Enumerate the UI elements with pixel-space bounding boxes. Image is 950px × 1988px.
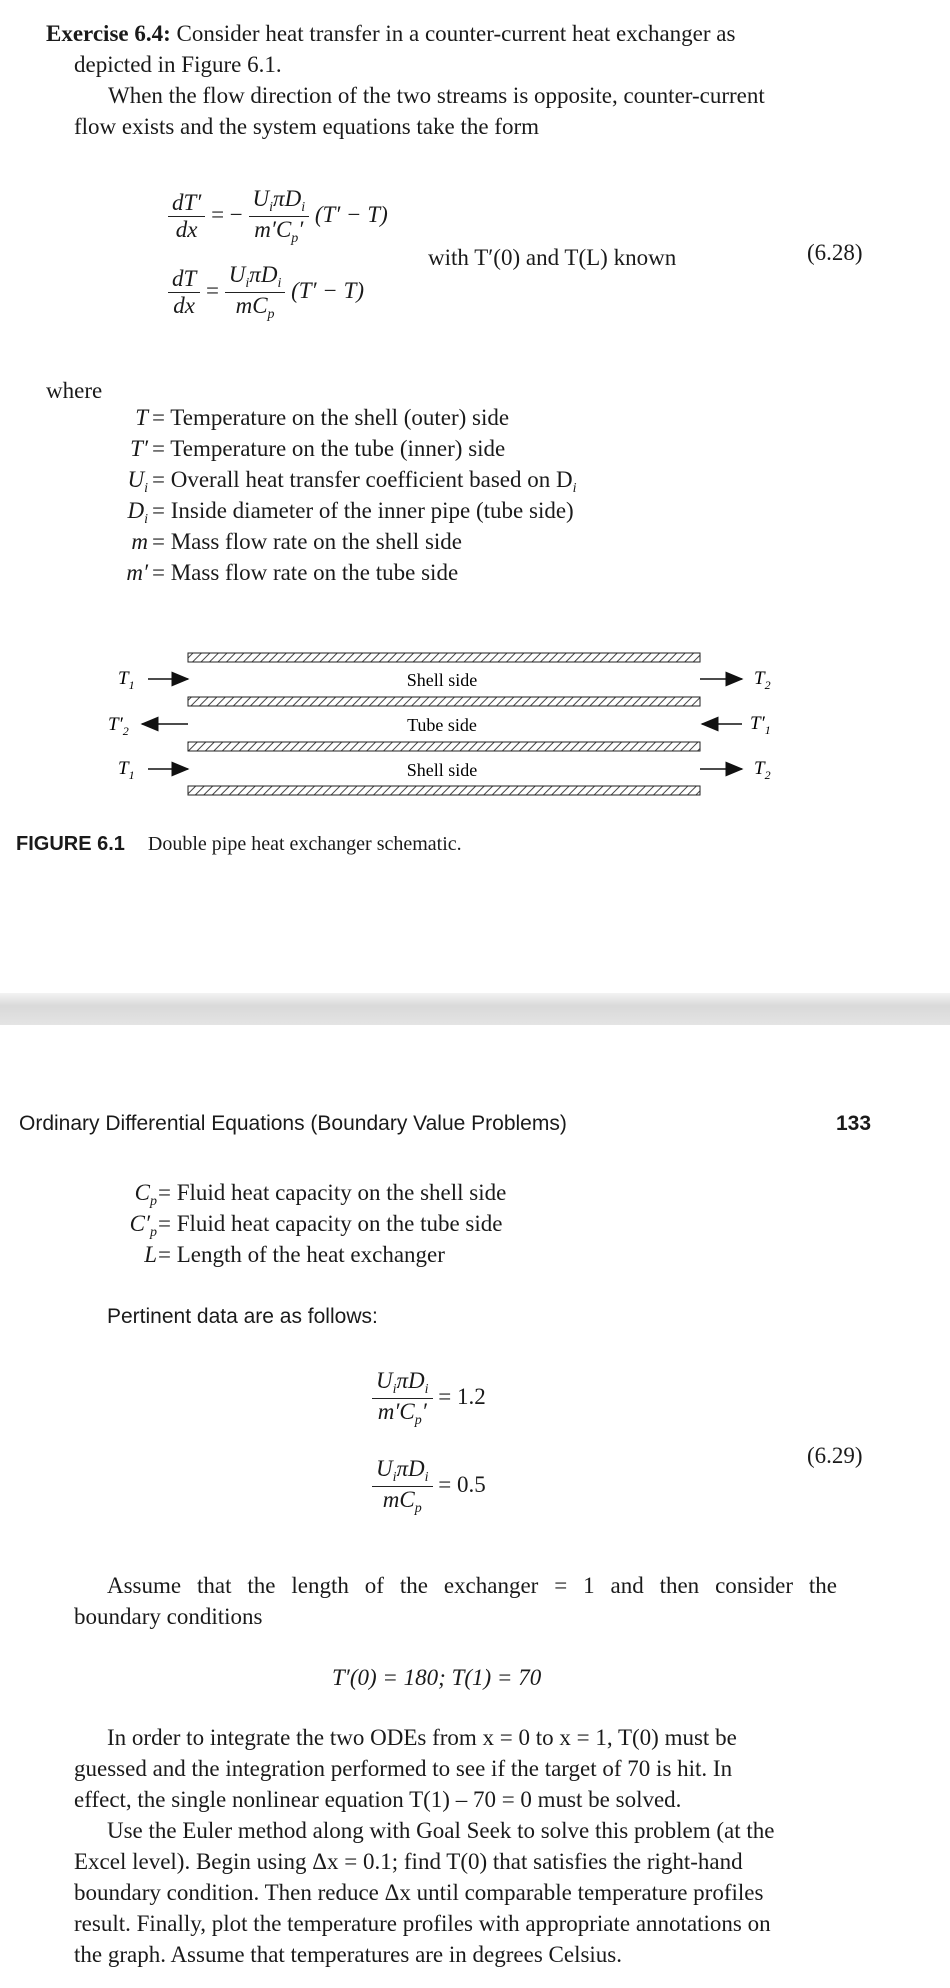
figure-caption [16,833,462,856]
inner-wall-top [188,697,700,706]
def-text: = Temperature on the tube (inner) side [152,436,506,461]
eq2-lhs-fraction [168,266,200,319]
eq2-tail: (T′ − T) [291,277,365,303]
outer-wall-top [188,653,700,662]
eq1-rhs-den-prime: ′ [298,217,304,242]
def-symbol-sub: i [144,512,148,527]
eq1-lhs-num: dT′ [168,190,205,217]
def-text: = Overall heat transfer coefficient based on D [152,467,573,492]
equation-number-6-28: (6.28) [807,240,863,265]
paragraph-4-line5: the graph. Assume that temperatures are in degrees Celsius. [74,1942,623,1967]
paragraph-3-line2: guessed and the integration performed to see if the target of 70 is hit. In [74,1756,733,1781]
eq2-operator: = [206,277,220,303]
exercise-text-line2: depicted in Figure 6.1. [74,52,282,77]
equation-number-6-29: (6.29) [807,1443,863,1468]
eq1-rhs-den: m′C [254,217,292,242]
paragraph-4-line2: Excel level). Begin using Δx = 0.1; find T(0) that satisfies the right-hand [74,1849,743,1874]
eq2-lhs-den: dx [173,293,195,318]
eq1-rhs-num-sub: i [269,200,274,215]
where-label: where [46,378,103,403]
inlet-temp-bottom: $T_1$ [118,758,135,782]
paragraph-1-line2: flow exists and the system equations take the form [74,114,540,139]
eq3-num-rest: πD [396,1368,425,1393]
tube-side-label: Tube side [407,715,477,735]
eq4-den: mC [382,1487,415,1512]
def-symbol: L [144,1242,157,1267]
def-text: = Mass flow rate on the tube side [152,560,459,585]
eq1-rhs-num-sub2: i [301,200,306,215]
eq1-operator: = − [211,201,243,227]
eq4-num: U [376,1456,393,1481]
equation-6-29-line1 [372,1368,486,1429]
eq2-rhs-den: mC [235,293,268,318]
equation-6-28-line1 [168,186,388,247]
eq2-rhs-num: U [228,262,246,287]
def-text: = Mass flow rate on the shell side [152,529,462,554]
def-symbol: D [127,498,145,523]
shell-side-label-bottom: Shell side [406,760,478,780]
eq1-rhs-fraction [249,186,310,247]
def-text: = Inside diameter of the inner pipe (tube side) [152,498,574,523]
eq1-rhs-num: U [252,186,270,211]
page-separator [0,993,950,1025]
paragraph-4-line4: result. Finally, plot the temperature profiles with appropriate annotations on [74,1911,771,1936]
eq3-num-sub: i [392,1382,397,1397]
outlet-temp-bottom: $T_2$ [754,758,771,782]
outer-wall-bottom [188,786,700,795]
eq3-den-sub: p [414,1413,422,1428]
eq4-value: = 0.5 [438,1471,486,1497]
equation-6-29-line2 [372,1456,486,1517]
eq2-rhs-num-sub: i [245,276,250,291]
def-text: = Temperature on the shell (outer) side [152,405,510,430]
eq4-num-sub2: i [424,1470,429,1485]
def-symbol: m′ [126,560,148,585]
def-symbol-sub: p [150,1225,157,1240]
paragraph-4-line1: Use the Euler method along with Goal Seek to solve this problem (at the [107,1818,775,1843]
eq2-rhs-num-rest: πD [249,262,278,287]
figure-caption-label: FIGURE 6.1 [16,833,125,855]
paragraph-2-line2: boundary conditions [74,1604,263,1629]
eq3-num: U [376,1368,393,1393]
eq2-lhs-num: dT [168,266,200,293]
outlet-temp-top: $T_2$ [754,668,771,692]
eq1-rhs-den-sub: p [291,231,299,246]
def-symbol-sub: i [144,481,148,496]
def-text: = Length of the heat exchanger [158,1242,445,1267]
eq1-rhs-num-rest: πD [273,186,302,211]
paragraph-3-line1: In order to integrate the two ODEs from x = 0 to x = 1, T(0) must be [107,1725,737,1750]
heat-exchanger-schematic [90,645,810,805]
eq2-rhs-num-sub2: i [277,276,282,291]
eq2-rhs-den-sub: p [267,307,275,322]
running-head: Ordinary Differential Equations (Boundary Value Problems) [19,1112,567,1135]
eq1-tail: (T′ − T) [314,201,388,227]
exercise-heading [46,18,926,49]
eq3-num-sub2: i [424,1382,429,1397]
def-symbol-sub: p [150,1194,157,1209]
def-text: = Fluid heat capacity on the tube side [158,1211,503,1236]
inner-wall-bottom [188,742,700,751]
equation-condition: with T′(0) and T(L) known [428,245,677,270]
def-symbol: C′ [129,1211,150,1236]
def-symbol: C [134,1180,150,1205]
tube-outlet-temp: $T'_2$ [108,714,129,738]
exercise-label: Exercise 6.4: [46,21,171,46]
boundary-conditions: T′(0) = 180; T(1) = 70 [332,1665,542,1690]
def-symbol: T [135,405,148,430]
paragraph-1-line1: When the flow direction of the two streams is opposite, counter-current [108,83,765,108]
page-number: 133 [836,1112,872,1135]
exercise-text-line1: Consider heat transfer in a counter-current heat exchanger as [170,21,736,46]
eq3-den: m′C [377,1399,415,1424]
pertinent-data-label: Pertinent data are as follows: [107,1305,378,1328]
eq3-den-prime: ′ [421,1399,427,1424]
eq2-rhs-fraction [225,262,286,323]
shell-side-label-top: Shell side [406,670,478,690]
eq1-lhs-fraction [168,190,205,243]
paragraph-2-line1: Assume that the length of the exchanger = 1 and then consider the [107,1573,837,1598]
paragraph-4-line3: boundary condition. Then reduce Δx until comparable temperature profiles [74,1880,764,1905]
def-symbol: U [127,467,145,492]
eq1-lhs-den: dx [175,217,198,242]
figure-caption-text: Double pipe heat exchanger schematic. [147,833,462,855]
def-text: = Fluid heat capacity on the shell side [158,1180,507,1205]
paragraph-3-line3: effect, the single nonlinear equation T(1) – 70 = 0 must be solved. [74,1787,682,1812]
eq4-num-rest: πD [396,1456,425,1481]
eq4-num-sub: i [392,1470,397,1485]
equation-6-28-line2 [168,262,364,323]
def-symbol: T′ [130,436,148,461]
def-text-sub: i [572,481,577,496]
tube-inlet-temp: $T'_1$ [750,713,771,737]
eq3-value: = 1.2 [438,1383,486,1409]
def-symbol: m [131,529,148,554]
inlet-temp-top: $T_1$ [118,668,135,692]
eq4-den-sub: p [414,1501,422,1516]
